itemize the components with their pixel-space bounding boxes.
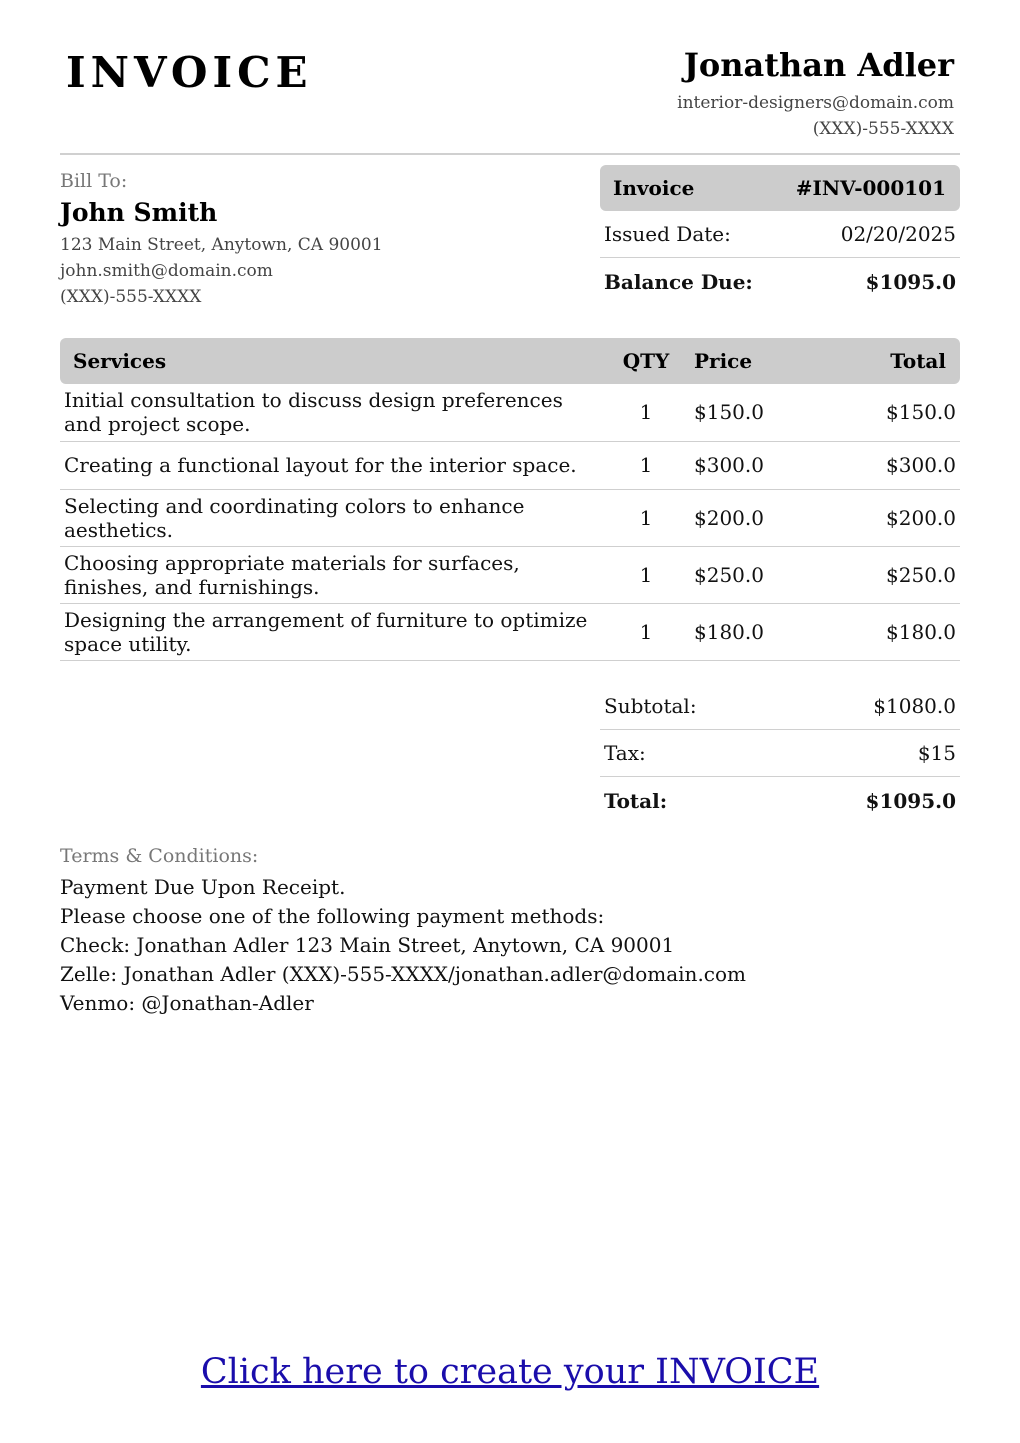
issued-date-row <box>600 211 960 258</box>
invoice-title: INVOICE <box>66 48 313 97</box>
tax-label: Tax: <box>604 741 646 765</box>
client-name: John Smith <box>60 198 218 227</box>
service-description: Creating a functional layout for the interior space. <box>60 441 600 489</box>
table-row <box>60 384 960 441</box>
service-price: $300.0 <box>692 441 828 489</box>
table-row <box>60 603 960 660</box>
issued-date-value: 02/20/2025 <box>840 222 956 246</box>
company-name: Jonathan Adler <box>683 46 954 84</box>
table-row <box>60 546 960 603</box>
qty-header: QTY <box>600 338 692 384</box>
service-price: $180.0 <box>692 603 828 660</box>
invoice-meta <box>600 165 960 305</box>
terms-line: Zelle: Jonathan Adler (XXX)-555-XXXX/jonathan.adler@domain.com <box>60 962 747 986</box>
services-header: Services <box>60 338 600 384</box>
header-divider <box>60 153 960 155</box>
total-header: Total <box>828 338 960 384</box>
balance-due-label: Balance Due: <box>604 269 753 294</box>
service-description: Initial consultation to discuss design preferences and project scope. <box>60 384 600 441</box>
issued-date-label: Issued Date: <box>604 222 731 246</box>
totals-section <box>600 683 960 824</box>
service-description: Designing the arrangement of furniture to optimize space utility. <box>60 603 600 660</box>
bill-to-section <box>60 170 383 310</box>
price-header: Price <box>692 338 828 384</box>
bill-to-label: Bill To: <box>60 170 128 192</box>
service-qty: 1 <box>600 546 692 603</box>
subtotal-value: $1080.0 <box>873 694 956 718</box>
client-email: john.smith@domain.com <box>60 261 273 281</box>
grand-total-label: Total: <box>604 788 668 813</box>
service-total: $300.0 <box>828 441 960 489</box>
grand-total-row <box>600 777 960 824</box>
service-total: $250.0 <box>828 546 960 603</box>
grand-total-value: $1095.0 <box>865 788 956 813</box>
service-price: $150.0 <box>692 384 828 441</box>
terms-label: Terms & Conditions: <box>60 845 259 867</box>
create-invoice-link[interactable]: Click here to create your INVOICE <box>200 1352 820 1392</box>
service-qty: 1 <box>600 489 692 546</box>
service-price: $200.0 <box>692 489 828 546</box>
table-row <box>60 489 960 546</box>
terms-section <box>60 845 746 1018</box>
subtotal-label: Subtotal: <box>604 694 697 718</box>
invoice-label: Invoice <box>613 176 695 200</box>
service-qty: 1 <box>600 603 692 660</box>
service-description: Choosing appropriate materials for surfaces, finishes, and furnishings. <box>60 546 600 603</box>
terms-line: Venmo: @Jonathan-Adler <box>60 991 314 1015</box>
service-total: $180.0 <box>828 603 960 660</box>
services-header-row <box>60 338 960 384</box>
client-address: 123 Main Street, Anytown, CA 90001 <box>60 235 383 255</box>
subtotal-row <box>600 683 960 730</box>
invoice-number: #INV-000101 <box>795 176 946 200</box>
terms-line: Please choose one of the following payment methods: <box>60 904 605 928</box>
tax-value: $15 <box>917 741 956 765</box>
company-email: interior-designers@domain.com <box>677 93 954 113</box>
tax-row <box>600 730 960 777</box>
invoice-number-header <box>600 165 960 211</box>
service-total: $150.0 <box>828 384 960 441</box>
service-price: $250.0 <box>692 546 828 603</box>
service-description: Selecting and coordinating colors to enhance aesthetics. <box>60 489 600 546</box>
services-table <box>60 338 960 661</box>
terms-line: Payment Due Upon Receipt. <box>60 875 346 899</box>
service-total: $200.0 <box>828 489 960 546</box>
terms-line: Check: Jonathan Adler 123 Main Street, Anytown, CA 90001 <box>60 933 675 957</box>
balance-due-row <box>600 258 960 305</box>
client-phone: (XXX)-555-XXXX <box>60 287 202 307</box>
service-qty: 1 <box>600 384 692 441</box>
company-phone: (XXX)-555-XXXX <box>812 119 954 139</box>
company-info <box>677 46 954 142</box>
balance-due-value: $1095.0 <box>865 269 956 294</box>
service-qty: 1 <box>600 441 692 489</box>
table-row <box>60 441 960 489</box>
